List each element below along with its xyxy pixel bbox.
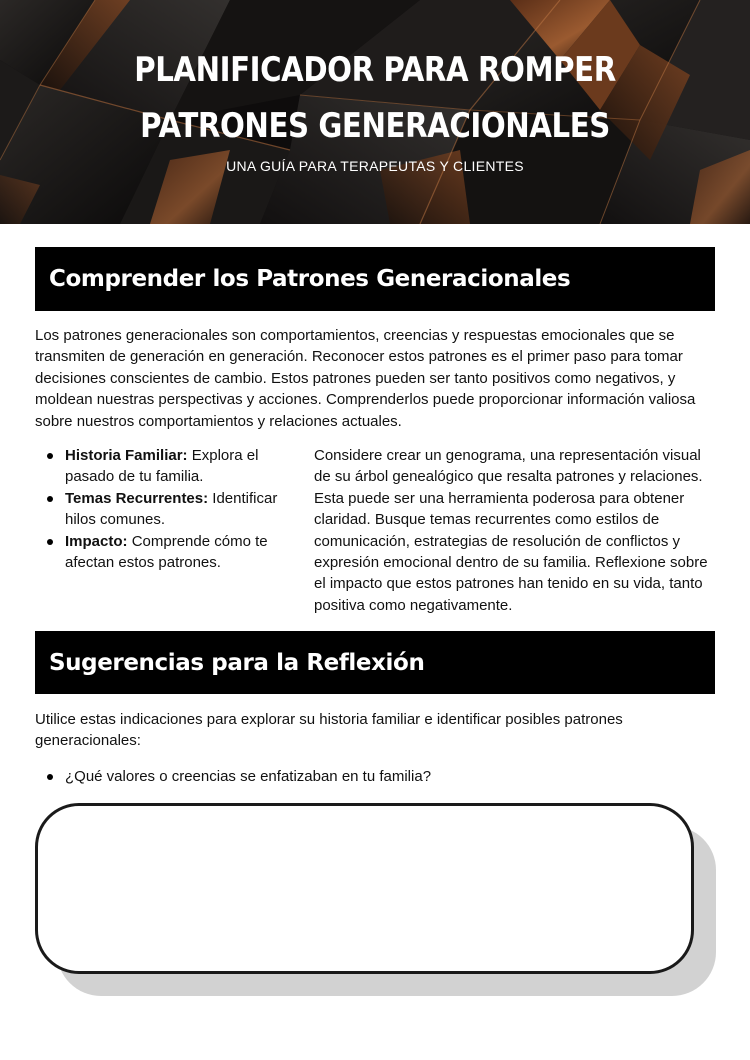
answer-text-box[interactable]: [35, 803, 694, 974]
section-heading-understanding-text: Comprender los Patrones Generacionales: [49, 266, 571, 292]
list-item: [35, 488, 297, 531]
reflection-prompts-list: [35, 766, 715, 787]
header-banner: [0, 0, 750, 224]
section-heading-reflection: [35, 631, 715, 694]
reflection-prompt: ¿Qué valores o creencias se enfatizaban en tu familia?: [35, 766, 715, 787]
list-item-text: Identificar hilos comunes.: [65, 489, 278, 529]
list-item: [35, 445, 297, 488]
key-points-list: [35, 445, 297, 573]
page-title-line-1: PLANIFICADOR PARA ROMPER: [134, 50, 616, 90]
list-item-term: Temas Recurrentes:: [65, 489, 209, 507]
list-item: [35, 531, 297, 574]
list-item-text: Explora el pasado de tu familia.: [65, 447, 259, 486]
section-heading-understanding: [35, 247, 715, 311]
prompts-intro-paragraph: Utilice estas indicaciones para explorar su historia familiar e identificar posibles patrones generacionales:: [35, 711, 623, 750]
genogram-paragraph: Considere crear un genograma, una representación visual de su árbol genealógico que resalta patrones y relaciones. Esta puede ser una herramienta poderosa para obtener claridad. Busque temas recurrentes como estilos de comunicación, estrategias de resolución de conflictos y expresión emocional dentro de su familia. Reflexione sobre el impacto que estos patrones han tenido en su vida, tanto positiva como negativamente.: [314, 447, 708, 614]
page-title: [53, 42, 698, 154]
page-title-line-2: PATRONES GENERACIONALES: [140, 106, 610, 146]
section-heading-reflection-text: Sugerencias para la Reflexión: [49, 649, 425, 676]
intro-paragraph: Los patrones generacionales son comportamientos, creencias y respuestas emocionales que se transmiten de generación en generación. Reconocer estos patrones es el primer paso para tomar decisiones conscientes de cambio. Estos patrones pueden ser tanto positivos como negativos, y moldean nuestras perspectivas y acciones. Comprenderlos puede proporcionar información valiosa sobre nuestros comportamientos y relaciones actuales.: [35, 327, 696, 430]
list-item-term: Impacto:: [65, 532, 128, 550]
page-subtitle: UNA GUÍA PARA TERAPEUTAS Y CLIENTES: [226, 158, 524, 174]
list-item-term: Historia Familiar:: [65, 447, 188, 464]
list-item-text: Comprende cómo te afectan estos patrones.: [65, 532, 268, 572]
